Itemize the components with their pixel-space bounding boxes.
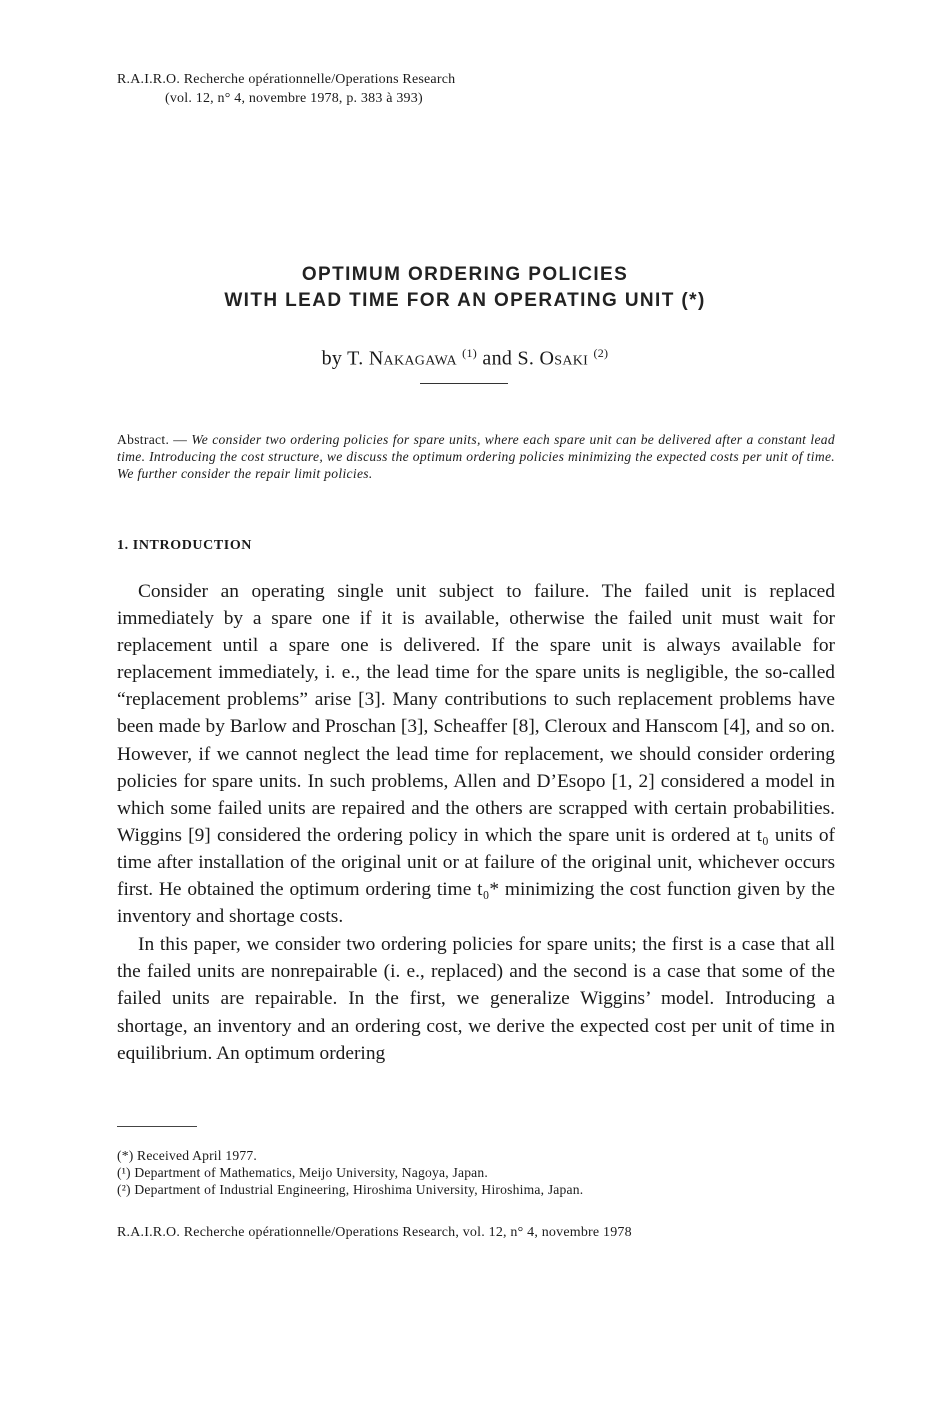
footnote-received: (*) Received April 1977. bbox=[117, 1148, 257, 1163]
footnote-author-2: (²) Department of Industrial Engineering, Hiroshima University, Hiroshima, Japan. bbox=[117, 1182, 584, 1197]
abstract bbox=[117, 431, 835, 482]
authors-and: and S. bbox=[482, 347, 535, 370]
paper-title-line1: OPTIMUM ORDERING POLICIES bbox=[301, 264, 629, 285]
footnotes bbox=[117, 1147, 835, 1198]
paragraph-1: Consider an operating single unit subject to failure. The failed unit is replaced immediately by a spare one if it is available, otherwise the failed unit must wait for replacement until a spare one is delivered. If the spare unit is always available for replacement immediately, i. e., the lead time for the spare units is negligible, the so-called “replacement problems” arise [3]. Many contributions to such replacement problems have been made by Barlow and Proschan [3], Scheaffer [8], Cleroux and Hanscom [4], and so on. However, if we cannot neglect the lead time for replacement, we should consider ordering policies for spare units. In such problems, Allen and D’Esopo [1, 2] considered a model in which some failed units are repaired and the others are scrapped with certain probabilities. Wiggins [9] considered the ordering policy in which the spare unit is ordered at t₀ units of time after installation of the original unit or at failure of the original unit, whichever occurs first. He obtained the optimum ordering time t₀* minimizing the cost function given by the inventory and shortage costs. bbox=[117, 581, 835, 928]
paper-title-line2: WITH LEAD TIME FOR AN OPERATING UNIT (*) bbox=[224, 290, 706, 311]
paragraph-2: In this paper, we consider two ordering policies for spare units; the first is a case that all the failed units are nonrepairable (i. e., replaced) and the second is a case that some of the failed units are repairable. In the first, we generalize Wiggins’ model. Introducing a shortage, an inventory and an ordering cost, we derive the expected cost per unit of time in equilibrium. An optimum ordering bbox=[117, 934, 835, 1064]
authors-line bbox=[0, 346, 930, 371]
author-2-note: (2) bbox=[593, 346, 609, 360]
journal-header-line1: R.A.I.R.O. Recherche opérationnelle/Operations Research bbox=[117, 72, 456, 87]
title-divider bbox=[420, 383, 508, 384]
footnote-author-1: (¹) Department of Mathematics, Meijo University, Nagoya, Japan. bbox=[117, 1165, 489, 1180]
author-1-note: (1) bbox=[462, 346, 478, 360]
journal-header-line2: (vol. 12, n° 4, novembre 1978, p. 383 à 393) bbox=[165, 91, 423, 106]
paper-title bbox=[0, 262, 930, 314]
body-text bbox=[117, 578, 835, 1067]
author-2-name: Osaki bbox=[539, 347, 589, 370]
author-1-name: Nakagawa bbox=[368, 347, 457, 370]
abstract-label: Abstract. — bbox=[117, 432, 192, 447]
journal-footer: R.A.I.R.O. Recherche opérationnelle/Operations Research, vol. 12, n° 4, novembre 1978 bbox=[117, 1225, 632, 1240]
section-heading-introduction: 1. INTRODUCTION bbox=[117, 538, 253, 553]
journal-header bbox=[117, 70, 455, 108]
footnote-divider bbox=[117, 1126, 197, 1127]
authors-by: by T. bbox=[321, 347, 364, 370]
abstract-text: We consider two ordering policies for spare units, where each spare unit can be delivered after a constant lead time. Introducing the cost structure, we discuss the optimum ordering policies minimizing the expected costs per unit of time. We further consider the repair limit policies. bbox=[117, 432, 835, 481]
